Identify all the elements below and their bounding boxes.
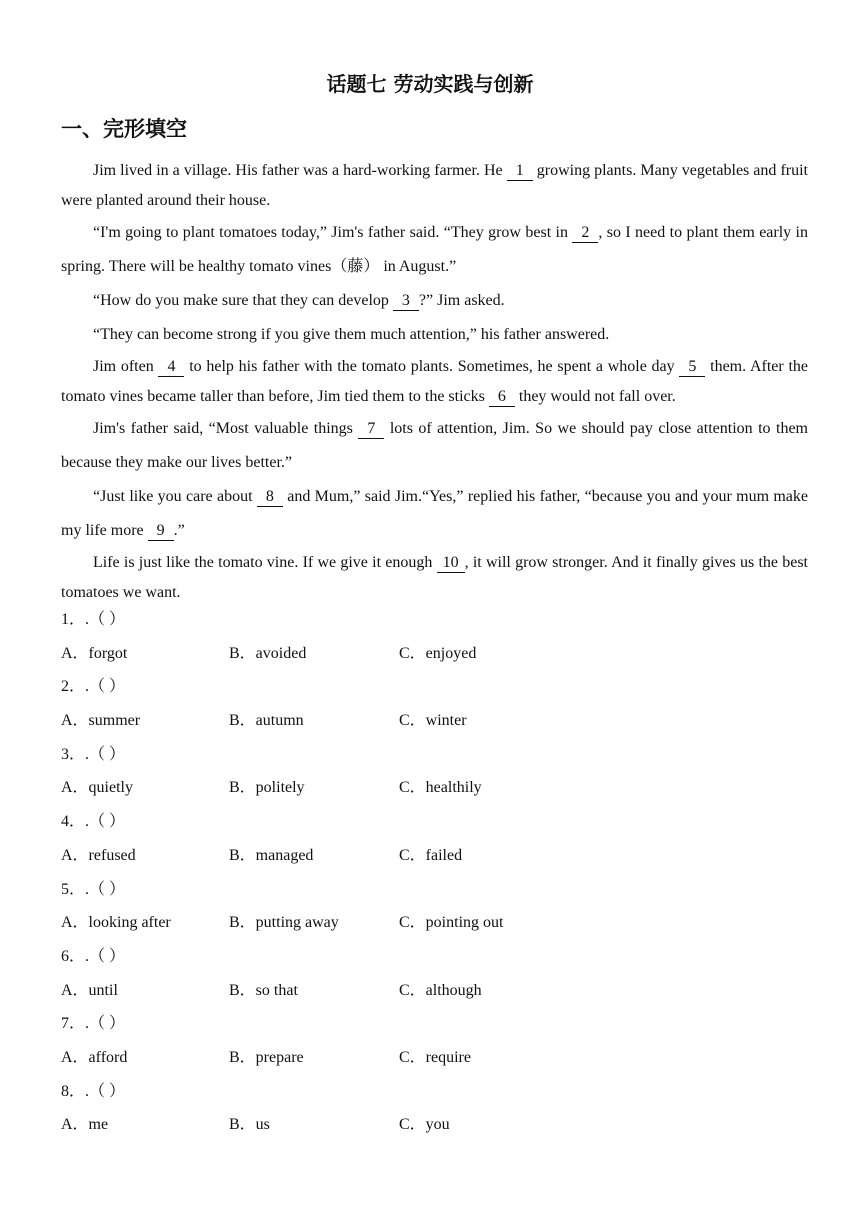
option-c[interactable]: C．healthily — [399, 779, 482, 797]
option-c[interactable]: C．winter — [399, 712, 467, 730]
question — [61, 1007, 808, 1074]
blank-2: 2 — [572, 224, 598, 243]
question-number: 6．.（ ） — [61, 947, 126, 965]
option-a[interactable]: A．looking after — [61, 914, 171, 932]
passage-text: Life is just like the tomato vine. If we give it enough — [93, 554, 437, 571]
passage-paragraph — [61, 216, 808, 284]
passage-paragraph — [61, 284, 808, 318]
passage-text: Jim lived in a village. His father was a hard-working farmer. He — [93, 162, 507, 179]
question-number: 1．.（ ） — [61, 611, 126, 628]
question-number: 8．.（ ） — [61, 1082, 126, 1100]
passage-paragraph — [61, 156, 808, 216]
passage-paragraph — [61, 480, 808, 548]
option-b[interactable]: B．putting away — [229, 914, 339, 932]
question-number: 3．.（ ） — [61, 745, 126, 763]
passage-text: Jim's father said, “Most valuable things — [93, 420, 359, 437]
option-c[interactable]: C．pointing out — [399, 914, 504, 932]
question — [61, 670, 808, 737]
question — [61, 1075, 808, 1142]
option-b[interactable]: B．avoided — [229, 644, 307, 662]
passage-text: them. After the tomato vines became taller than before, Jim tied them to the sticks — [61, 358, 809, 405]
passage-text: “How do you make sure that they can develop — [93, 292, 393, 309]
question-number: 5．.（ ） — [61, 880, 126, 898]
passage-paragraph — [61, 318, 808, 352]
option-a[interactable]: A．until — [61, 981, 118, 999]
blank-1: 1 — [507, 162, 533, 181]
blank-5: 5 — [679, 358, 705, 377]
passage-paragraph — [61, 548, 808, 608]
option-b[interactable]: B．us — [229, 1116, 270, 1134]
passage-text: lots of attention, Jim. So we should pay close attention to them because they make our lives better.” — [61, 420, 809, 471]
passage-text: “Just like you care about — [93, 488, 257, 505]
option-c[interactable]: C．you — [399, 1116, 450, 1134]
option-b[interactable]: B．so that — [229, 981, 298, 999]
blank-8: 8 — [257, 488, 283, 507]
option-a[interactable]: A．afford — [61, 1048, 128, 1066]
page-title: 话题七 劳动实践与创新 — [326, 72, 534, 96]
option-c[interactable]: C．although — [399, 981, 482, 999]
option-a[interactable]: A．summer — [61, 712, 141, 730]
section-heading: 一、完形填空 — [61, 117, 187, 141]
option-row — [61, 637, 808, 671]
question — [61, 805, 808, 872]
passage-text: growing plants. Many vegetables and fruit were planted around their house. — [61, 162, 809, 209]
option-b[interactable]: B．autumn — [229, 712, 304, 730]
question-number: 7．.（ ） — [61, 1015, 126, 1033]
question — [61, 738, 808, 805]
option-row — [61, 906, 808, 940]
passage-text: Jim often — [93, 358, 159, 375]
passage-text: “I'm going to plant tomatoes today,” Jim's father said. “They grow best in — [93, 224, 573, 241]
blank-3: 3 — [393, 292, 419, 311]
passage-text: , it will grow stronger. And it finally gives us the best tomatoes we want. — [61, 554, 809, 601]
option-a[interactable]: A．refused — [61, 846, 136, 864]
passage-text: .” — [173, 522, 185, 539]
passage-text: they would not fall over. — [514, 388, 676, 405]
question-number: 4．.（ ） — [61, 813, 126, 831]
option-b[interactable]: B．managed — [229, 846, 314, 864]
question — [61, 603, 808, 670]
passage-paragraph — [61, 412, 808, 480]
blank-4: 4 — [158, 358, 184, 377]
option-row — [61, 704, 808, 738]
option-c[interactable]: C．failed — [399, 846, 463, 864]
passage-text: , so I need to plant them early in spring. There will be healthy tomato vines（藤） in August.” — [61, 224, 808, 275]
option-row — [61, 1108, 808, 1142]
question-number: 2．.（ ） — [61, 678, 126, 696]
passage-text: “They can become strong if you give them much attention,” his father answered. — [93, 326, 610, 343]
option-b[interactable]: B．politely — [229, 779, 305, 797]
option-a[interactable]: A．forgot — [61, 644, 128, 662]
blank-10: 10 — [437, 554, 465, 573]
option-row — [61, 771, 808, 805]
question — [61, 873, 808, 940]
option-c[interactable]: C．require — [399, 1048, 471, 1066]
passage-text: and Mum,” said Jim.“Yes,” replied his father, “because you and your mum make my life more — [61, 488, 808, 539]
option-b[interactable]: B．prepare — [229, 1048, 304, 1066]
option-c[interactable]: C．enjoyed — [399, 644, 477, 662]
option-row — [61, 839, 808, 873]
option-row — [61, 974, 808, 1008]
question — [61, 940, 808, 1007]
passage-paragraph — [61, 352, 808, 412]
question-list — [61, 603, 808, 1142]
blank-6: 6 — [489, 388, 515, 407]
blank-7: 7 — [358, 420, 384, 439]
passage-text: to help his father with the tomato plants. Sometimes, he spent a whole day — [184, 358, 680, 375]
blank-9: 9 — [148, 522, 174, 541]
option-row — [61, 1041, 808, 1075]
passage-text: ?” Jim asked. — [418, 292, 505, 309]
cloze-passage — [61, 156, 808, 608]
option-a[interactable]: A．me — [61, 1116, 109, 1134]
option-a[interactable]: A．quietly — [61, 779, 133, 797]
